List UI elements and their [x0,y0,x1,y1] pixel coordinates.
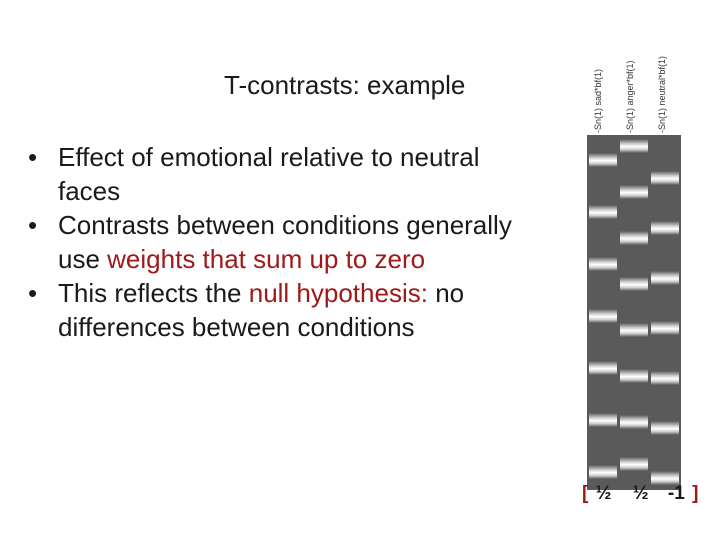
bullet-marker: • [28,278,38,308]
regressor-stripe [620,415,648,429]
bullet-marker: • [28,210,38,240]
regressor-stripe [589,257,617,271]
regressor-stripe [620,277,648,291]
regressor-stripe [589,465,617,479]
regressor-stripe [620,323,648,337]
regressor-stripe [589,413,617,427]
regressor-stripe [620,457,648,471]
regressor-stripe [651,321,679,335]
bracket-open: [ [582,483,589,504]
bullet-marker: • [28,142,38,172]
slide-title: T-contrasts: example [224,70,466,100]
design-matrix [587,45,681,490]
bullet-text: Effect of emotional relative to neutral faces [58,142,480,206]
matrix-column-label: -Sn(1) anger*bf(1) [625,60,635,133]
regressor-stripe [620,139,648,153]
highlighted-text: null hypothesis: [248,278,428,308]
regressor-stripe [589,153,617,167]
matrix-column-label: -Sn(1) neutral*bf(1) [657,55,667,133]
regressor-stripe [620,185,648,199]
bullet-text: This reflects the [58,278,249,308]
contrast-weight: ½ [632,483,649,504]
regressor-stripe [620,231,648,245]
contrast-weight: ½ [595,483,612,504]
contrast-weight: -1 [667,483,685,504]
regressor-stripe [589,205,617,219]
regressor-stripe [651,171,679,185]
bullet-item [28,276,538,344]
bullet-item [28,140,538,208]
bullet-text: Contrasts between conditions generally use [58,210,512,274]
highlighted-text: weights that sum up to zero [107,244,426,274]
contrast-vector [582,483,698,505]
regressor-stripe [651,271,679,285]
matrix-column-label: -Sn(1) sad*bf(1) [593,68,603,133]
bullet-item [28,208,538,276]
bullet-list [28,140,538,344]
regressor-stripe [651,421,679,435]
regressor-stripe [620,369,648,383]
regressor-stripe [589,361,617,375]
regressor-stripe [651,371,679,385]
bracket-close: ] [692,483,699,504]
design-matrix-image [587,135,681,490]
regressor-stripe [589,309,617,323]
bullet-text: no differences between conditions [58,278,465,342]
regressor-stripe [651,221,679,235]
